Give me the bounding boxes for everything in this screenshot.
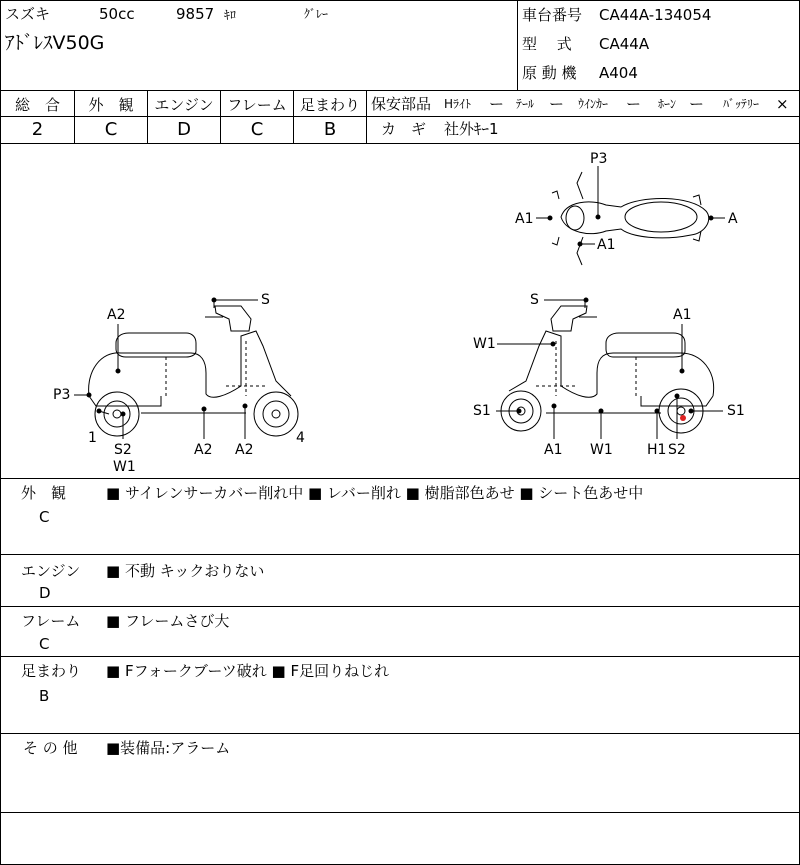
grade-exterior: C: [104, 119, 118, 140]
divider: [1, 606, 799, 607]
remark-grade-engine: D: [39, 584, 51, 602]
label-right-s1-front: S1: [473, 403, 491, 419]
engine-label: 原 動 機: [522, 64, 577, 82]
safety-mark-horn: ー: [689, 95, 705, 113]
safety-label: 保安部品: [371, 95, 432, 113]
grade-header-suspension: 足まわり: [299, 96, 360, 114]
damage-mark: [680, 415, 686, 421]
label-left-a2-front: A2: [235, 442, 254, 458]
damage-diagram: [1, 1, 800, 481]
model-name: ｱﾄﾞﾚｽV50G: [5, 32, 105, 54]
label-right-a1-seat: A1: [673, 307, 692, 323]
label-left-w1: W1: [113, 459, 136, 475]
mileage: 9857: [176, 5, 215, 23]
divider: [1, 478, 799, 479]
remark-category-suspension: 足まわり: [21, 662, 82, 680]
displacement: 50cc: [99, 5, 135, 23]
grade-header-engine: エンジン: [154, 96, 214, 114]
label-right-h1: H1: [647, 442, 667, 458]
safety-item-headlight: Hﾗｲﾄ: [444, 97, 472, 111]
label-right-w1-front: W1: [473, 336, 496, 352]
label-right-a1-floor: A1: [544, 442, 563, 458]
divider: [1, 733, 799, 734]
label-left-1: 1: [88, 430, 97, 446]
remark-category-frame: フレーム: [21, 612, 81, 630]
label-right-s1-rear: S1: [727, 403, 745, 419]
remark-category-engine: エンジン: [21, 562, 81, 580]
mileage-unit: ｷﾛ: [224, 8, 237, 22]
label-top-a1-lower: A1: [597, 237, 616, 253]
key-value: 社外ｷｰ1: [444, 120, 499, 138]
label-left-p3: P3: [53, 387, 71, 403]
remark-grade-suspension: B: [39, 687, 50, 705]
safety-item-tail: ﾃｰﾙ: [516, 97, 535, 111]
remark-detail-exterior: ■ サイレンサーカバー削れ中 ■ レバー削れ ■ 樹脂部色あせ ■ シート色あせ中: [106, 484, 644, 502]
label-left-a2-seat: A2: [107, 307, 126, 323]
model-code: CA44A: [599, 35, 650, 53]
remark-grade-frame: C: [39, 635, 50, 653]
maker: スズキ: [5, 5, 51, 23]
safety-mark-headlight: ー: [489, 95, 505, 113]
leader-lines: [74, 166, 725, 439]
safety-item-battery: ﾊﾞｯﾃﾘｰ: [723, 97, 760, 111]
safety-mark-winker: ー: [626, 95, 642, 113]
remark-detail-suspension: ■ Fフォークブーツ破れ ■ F足回りねじれ: [106, 662, 390, 680]
divider: [1, 812, 799, 813]
safety-item-winker: ｳｲﾝｶｰ: [578, 97, 609, 111]
remark-grade-exterior: C: [39, 508, 50, 526]
model-code-label: 型 式: [522, 35, 572, 53]
label-right-w1-floor: W1: [590, 442, 613, 458]
label-top-a1-front: A1: [515, 211, 534, 227]
divider: [1, 554, 799, 555]
safety-mark-tail: ー: [549, 95, 565, 113]
label-left-s: S: [261, 292, 270, 308]
label-left-a2-floor: A2: [194, 442, 213, 458]
divider: [1, 656, 799, 657]
grade-frame: C: [250, 119, 264, 140]
engine-code: A404: [599, 64, 638, 82]
label-top-a-rear: A: [728, 211, 738, 227]
grade-suspension: B: [323, 119, 337, 140]
remark-detail-frame: ■ フレームさび大: [106, 612, 230, 630]
label-top-p3: P3: [590, 151, 608, 167]
remark-detail-other: ■装備品:アラーム: [106, 739, 231, 757]
grade-engine: D: [177, 119, 191, 140]
frame-no: CA44A-134054: [599, 6, 712, 24]
remark-category-other: そ の 他: [23, 739, 78, 757]
label-left-4: 4: [296, 430, 305, 446]
label-right-s: S: [530, 292, 539, 308]
remark-category-exterior: 外 観: [21, 484, 67, 502]
grade-header-exterior: 外 観: [88, 96, 134, 114]
label-left-s2: S2: [114, 442, 132, 458]
grade-overall: 2: [31, 119, 44, 140]
grade-header-frame: フレーム: [227, 96, 287, 114]
remark-detail-engine: ■ 不動 キックおりない: [106, 562, 265, 580]
color: ｸﾞﾚｰ: [304, 7, 329, 21]
label-right-s2: S2: [668, 442, 686, 458]
safety-item-horn: ﾎｰﾝ: [658, 97, 677, 111]
key-label: カ ギ: [381, 120, 427, 138]
frame-no-label: 車台番号: [522, 6, 583, 24]
grade-header-overall: 総 合: [14, 96, 60, 114]
safety-mark-battery: ×: [776, 95, 789, 113]
top-view-scooter: [552, 172, 709, 265]
